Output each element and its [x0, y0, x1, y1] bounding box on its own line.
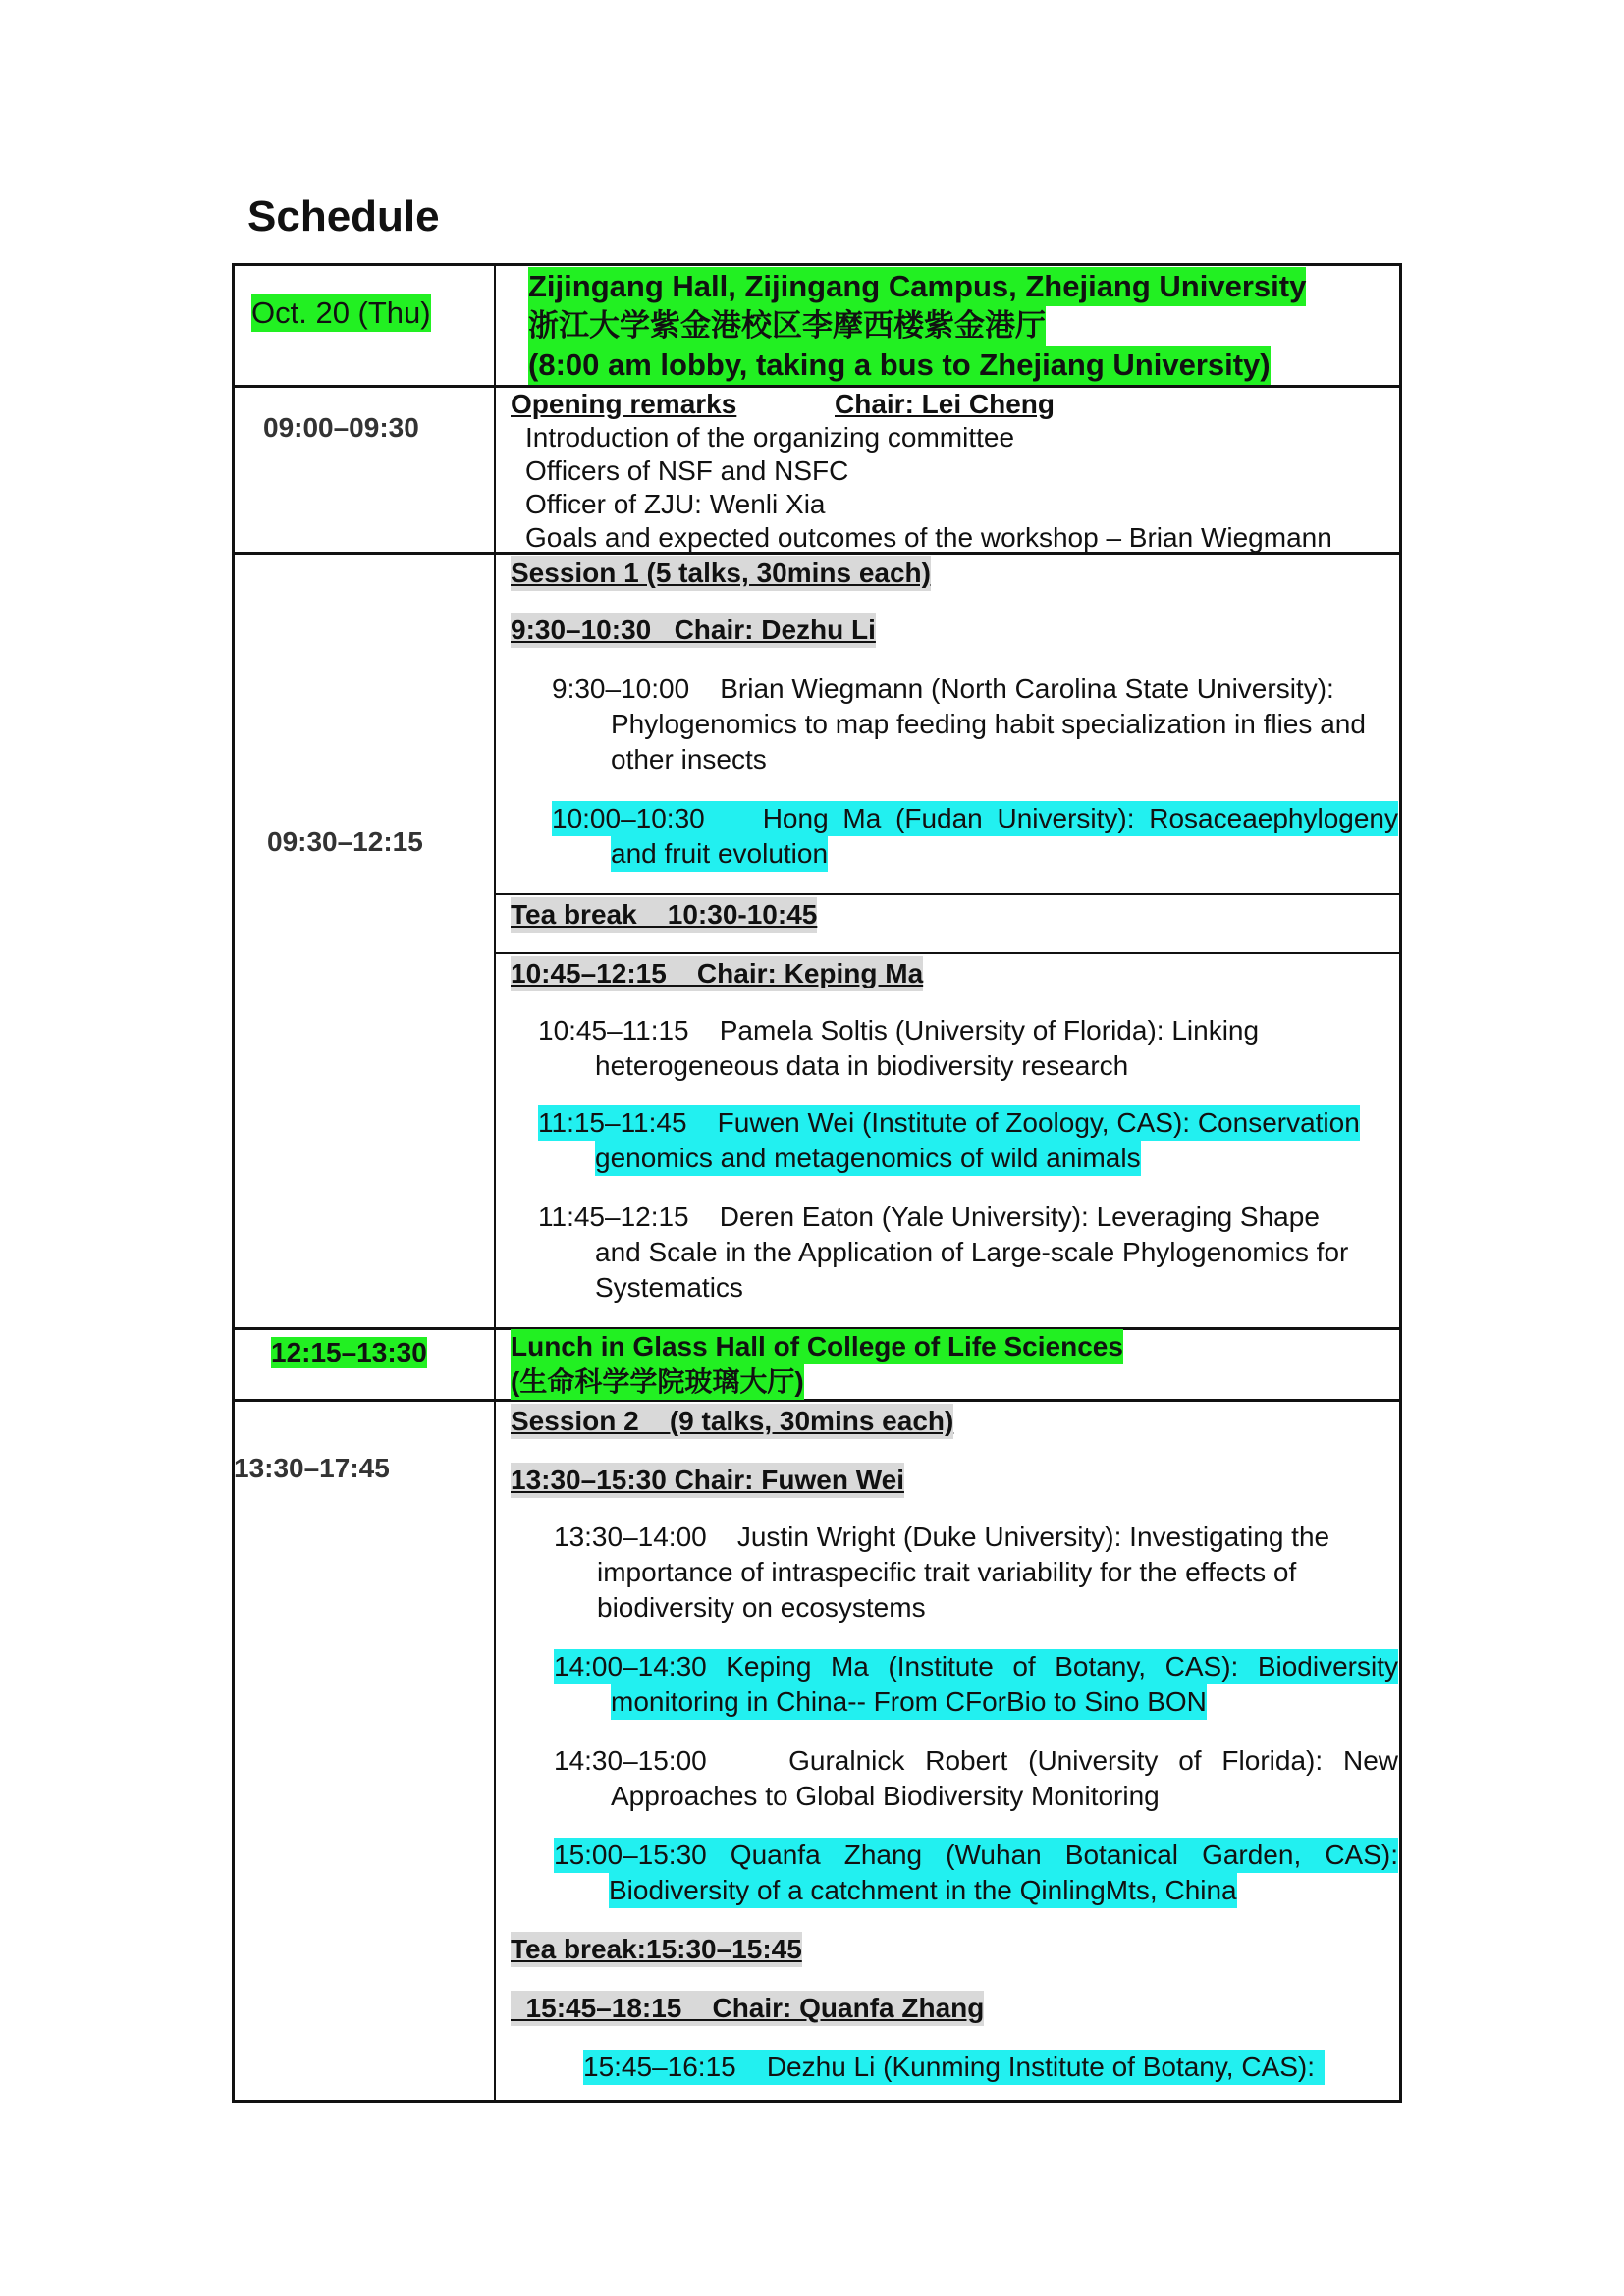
opening-item: Introduction of the organizing committee [525, 422, 1015, 453]
venue-chinese: 浙江大学紫金港校区李摩西楼紫金港厅 [528, 306, 1046, 346]
talk-line: and Scale in the Application of Large-scale Phylogenomics for [595, 1237, 1349, 1267]
talk-line: 14:30–15:00 Guralnick Robert (University of Florida): New [554, 1745, 1398, 1776]
venue-english: Zijingang Hall, Zijingang Campus, Zhejiang University [528, 267, 1306, 306]
talk-line: 14:00–14:30 Keping Ma (Institute of Botany, CAS): Biodiversity [554, 1649, 1398, 1684]
opening-time: 09:00–09:30 [263, 412, 419, 443]
talk-line: 10:00–10:30 Hong Ma (Fudan University): Rosaceaephylogeny [552, 801, 1398, 836]
session1-tea-break: Tea break 10:30-10:45 [511, 897, 817, 933]
talk-line: 15:00–15:30 Quanfa Zhang (Wuhan Botanical Garden, CAS): [554, 1838, 1398, 1873]
talk-line: Biodiversity of a catchment in the QinlingMts, China [609, 1873, 1237, 1908]
session1-time: 09:30–12:15 [267, 827, 423, 857]
day-date: Oct. 20 (Thu) [251, 295, 431, 330]
talk-line: 11:15–11:45 Fuwen Wei (Institute of Zoology, CAS): Conservation [538, 1105, 1360, 1141]
page-title: Schedule [247, 192, 440, 240]
talk-line: Systematics [595, 1272, 743, 1303]
talk-line: other insects [611, 744, 767, 774]
talk-line: biodiversity on ecosystems [597, 1592, 926, 1623]
talk-line: 11:45–12:15 Deren Eaton (Yale University): Leveraging Shape [538, 1201, 1320, 1232]
talk-line: monitoring in China-- From CForBio to Sino BON [611, 1684, 1207, 1720]
talk-line: 10:45–11:15 Pamela Soltis (University of Florida): Linking [538, 1015, 1260, 1045]
talk-line: 15:45–16:15 Dezhu Li (Kunming Institute of Botany, CAS): [583, 2050, 1325, 2085]
talk-line: 13:30–14:00 Justin Wright (Duke University): Investigating the [554, 1522, 1330, 1552]
lunch-line: (生命科学学院玻璃大厅) [511, 1364, 804, 1400]
session2-tea-break: Tea break:15:30–15:45 [511, 1932, 802, 1967]
opening-item: Goals and expected outcomes of the workshop – Brian Wiegmann [525, 522, 1332, 553]
lunch-time: 12:15–13:30 [271, 1337, 427, 1367]
column-divider [494, 263, 496, 2103]
row-divider [232, 385, 1402, 388]
talk-line: 9:30–10:00 Brian Wiegmann (North Carolina State University): [552, 673, 1334, 704]
session1-header: Session 1 (5 talks, 30mins each) [511, 556, 931, 591]
opening-chair: Chair: Lei Cheng [835, 389, 1056, 419]
venue-note: (8:00 am lobby, taking a bus to Zhejiang University) [528, 346, 1271, 385]
session2-block1-header: 13:30–15:30 Chair: Fuwen Wei [511, 1463, 904, 1498]
talk-line: Phylogenomics to map feeding habit specialization in flies and [611, 709, 1366, 739]
opening-item: Officer of ZJU: Wenli Xia [525, 489, 826, 519]
inner-divider [494, 952, 1402, 954]
session1-block1-header: 9:30–10:30 Chair: Dezhu Li [511, 613, 876, 648]
session2-block2-header: 15:45–18:15 Chair: Quanfa Zhang [511, 1991, 984, 2026]
session2-header: Session 2 (9 talks, 30mins each) [511, 1404, 953, 1439]
session1-block2-header: 10:45–12:15 Chair: Keping Ma [511, 956, 923, 991]
lunch-line: Lunch in Glass Hall of College of Life Sciences [511, 1329, 1123, 1364]
talk-line: and fruit evolution [611, 836, 828, 872]
talk-line: importance of intraspecific trait variability for the effects of [597, 1557, 1297, 1587]
talk-line: heterogeneous data in biodiversity research [595, 1050, 1129, 1081]
talk-line: Approaches to Global Biodiversity Monitoring [611, 1781, 1160, 1811]
inner-divider [494, 893, 1402, 895]
talk-line: genomics and metagenomics of wild animals [595, 1141, 1141, 1176]
opening-item: Officers of NSF and NSFC [525, 455, 849, 486]
session2-time: 13:30–17:45 [234, 1453, 390, 1483]
opening-header: Opening remarks [511, 389, 737, 419]
row-divider [232, 1399, 1402, 1402]
